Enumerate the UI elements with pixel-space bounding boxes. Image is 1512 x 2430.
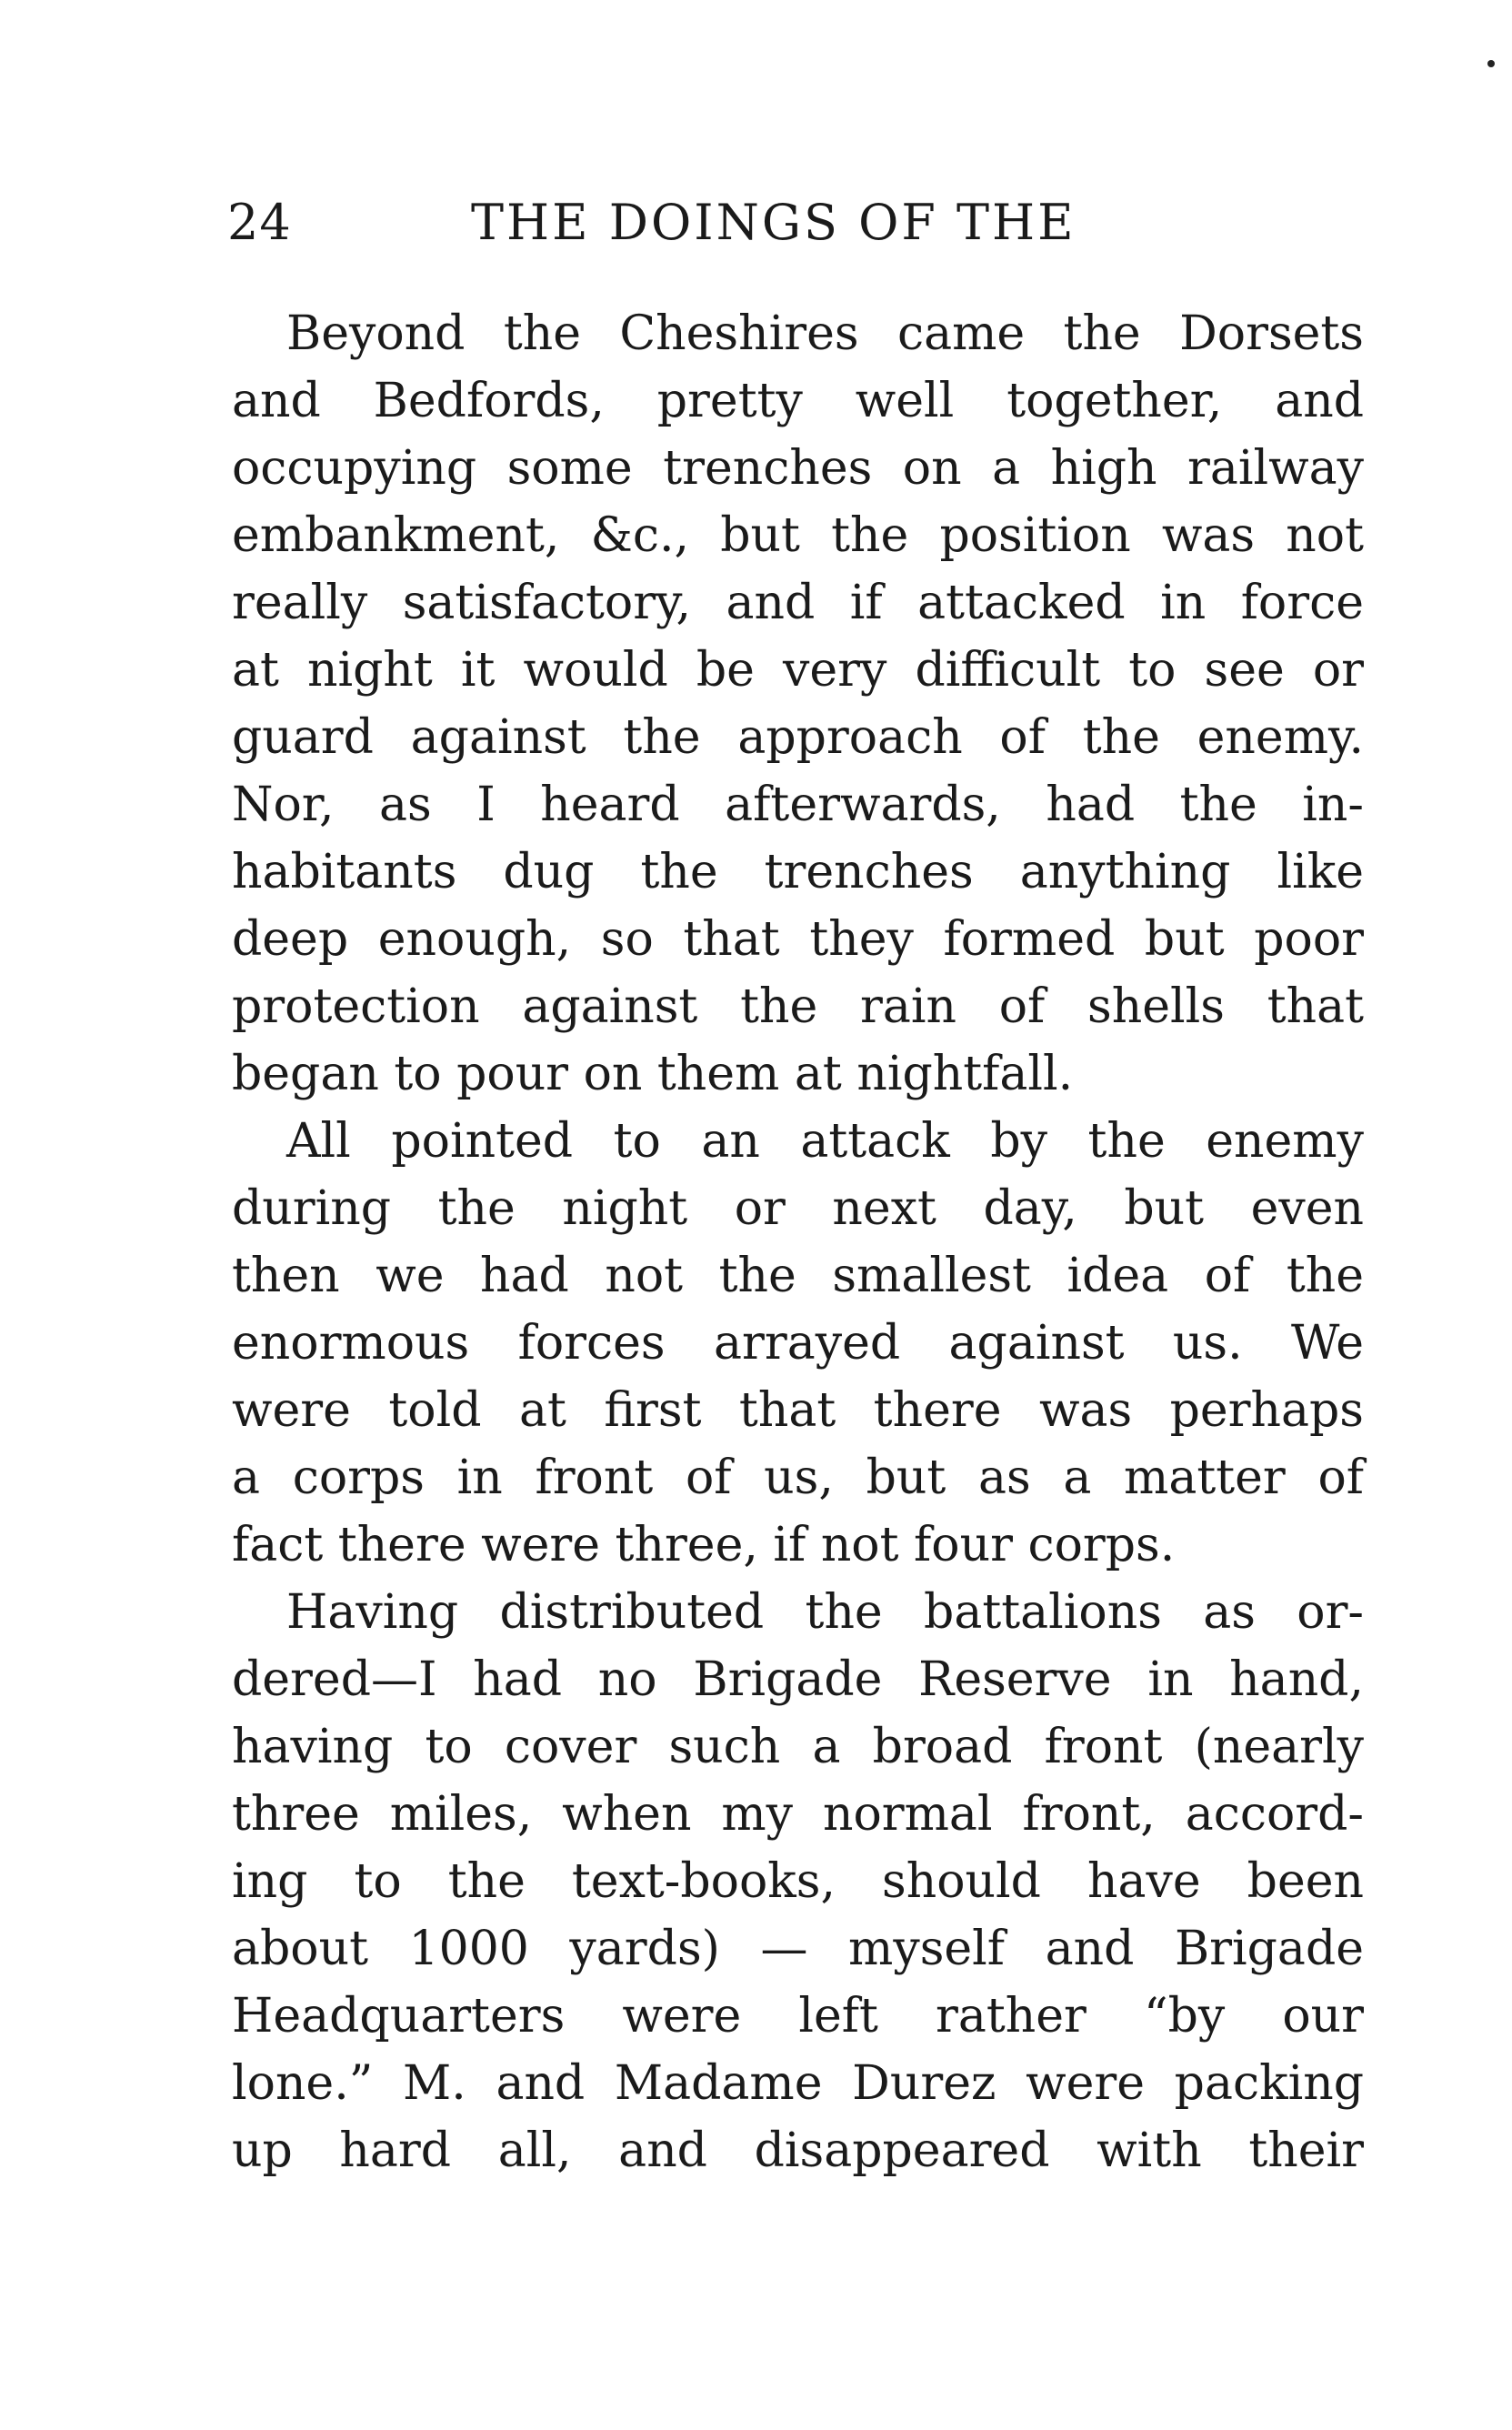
text-line: during the night or next day, but even <box>232 1181 1364 1236</box>
text-line: up hard all, and disappeared with their <box>232 2124 1364 2178</box>
text-line: dered—I had no Brigade Reserve in hand, <box>232 1652 1364 1707</box>
stray-ink-dot <box>1487 60 1495 67</box>
text-line: protection against the rain of shells that <box>232 979 1364 1034</box>
text-line: really satisfactory, and if attacked in force <box>232 576 1364 630</box>
text-line: having to cover such a broad front (nearly <box>232 1720 1364 1774</box>
text-line: were told at first that there was perhaps <box>232 1383 1364 1438</box>
text-line: Nor, as I heard afterwards, had the in- <box>232 778 1364 832</box>
text-line: at night it would be very difficult to see or <box>232 643 1364 698</box>
text-line: embankment, &c., but the position was not <box>232 508 1364 563</box>
text-line: began to pour on them at nightfall. <box>232 1047 1074 1101</box>
text-line: and Bedfords, pretty well together, and <box>232 374 1364 428</box>
text-line: occupying some trenches on a high railway <box>232 441 1364 496</box>
text-line: enormous forces arrayed against us. We <box>232 1316 1364 1371</box>
text-line: Having distributed the battalions as or- <box>286 1585 1364 1640</box>
text-line: ing to the text-books, should have been <box>232 1854 1364 1909</box>
text-line: three miles, when my normal front, accord- <box>232 1787 1364 1842</box>
text-line: Beyond the Cheshires came the Dorsets <box>286 306 1364 361</box>
text-line: deep enough, so that they formed but poor <box>232 912 1364 967</box>
text-line: guard against the approach of the enemy. <box>232 710 1364 765</box>
text-line: then we had not the smallest idea of the <box>232 1249 1364 1303</box>
text-line: a corps in front of us, but as a matter of <box>232 1451 1364 1505</box>
body-text <box>232 300 1364 2184</box>
text-line: fact there were three, if not four corps. <box>232 1518 1176 1572</box>
text-line: All pointed to an attack by the enemy <box>286 1114 1364 1169</box>
running-title: THE DOINGS OF THE <box>471 194 1076 251</box>
text-line: habitants dug the trenches anything like <box>232 845 1364 899</box>
text-line: about 1000 yards) — myself and Brigade <box>232 1922 1364 1976</box>
text-line: lone.” M. and Madame Durez were packing <box>232 2056 1364 2111</box>
running-head <box>227 186 1364 259</box>
page-number: 24 <box>227 194 292 251</box>
text-line: Headquarters were left rather “by our <box>232 1989 1364 2043</box>
